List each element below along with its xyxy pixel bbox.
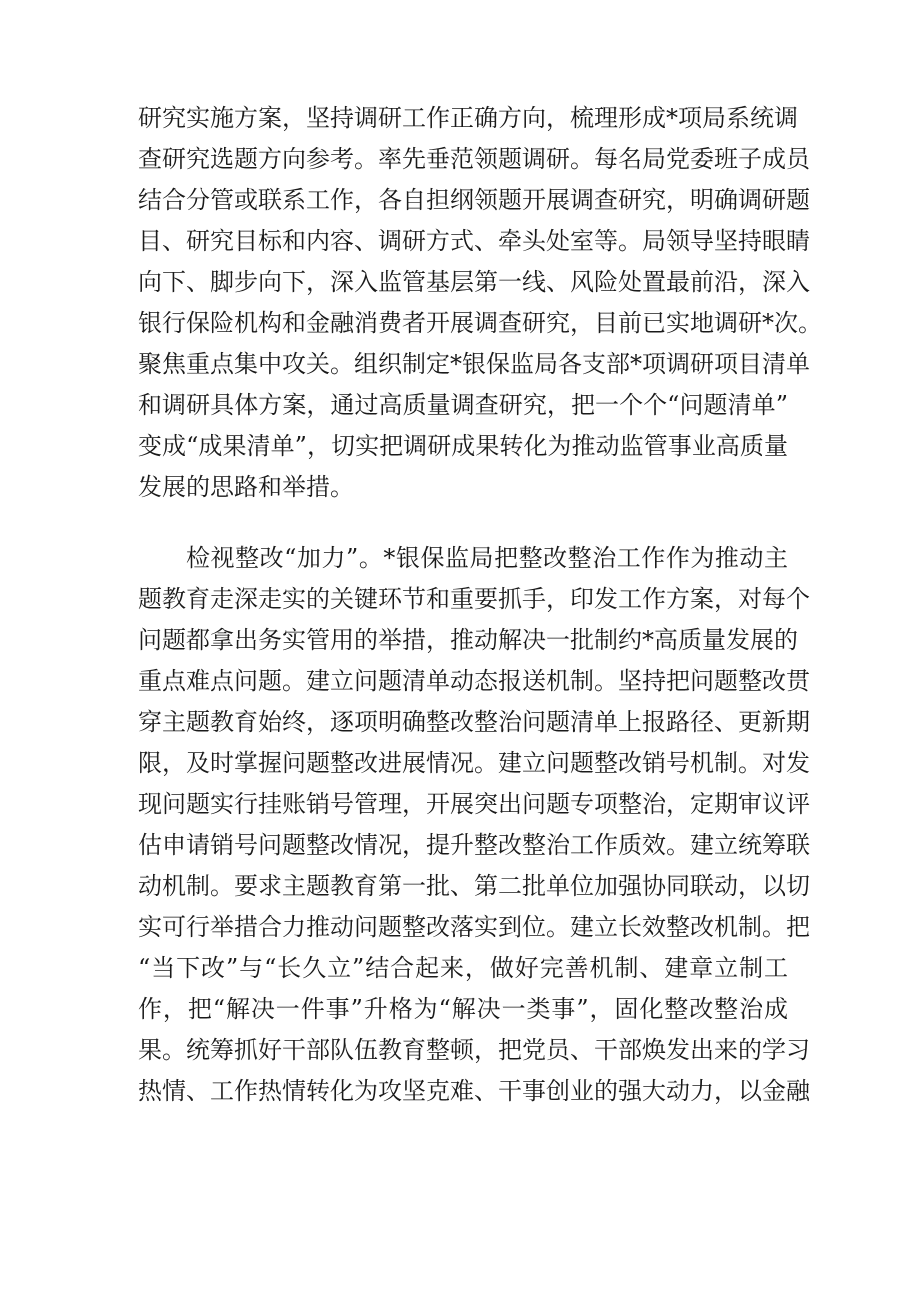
text-line: 热情、工作热情转化为攻坚克难、干事创业的强大动力，以金融 <box>138 1077 810 1105</box>
text-line: 作，把“解决一件事”升格为“解决一类事”，固化整改整治成 <box>138 995 788 1023</box>
paragraph <box>138 538 810 1112</box>
text-line: 实可行举措合力推动问题整改落实到位。建立长效整改机制。把 <box>138 913 810 941</box>
text-line: 结合分管或联系工作，各自担纲领题开展调查研究，明确调研题 <box>138 186 810 214</box>
text-line: 动机制。要求主题教育第一批、第二批单位加强协同联动，以切 <box>138 872 810 900</box>
text-line: 发展的思路和举措。 <box>138 473 354 501</box>
text-line: 题教育走深走实的关键环节和重要抓手，印发工作方案，对每个 <box>138 585 810 613</box>
paragraph-rectification <box>138 538 810 1112</box>
text-line: 向下、脚步向下，深入监管基层第一线、风险处置最前沿，深入 <box>138 268 810 296</box>
text-line: 重点难点问题。建立问题清单动态报送机制。坚持把问题整改贯 <box>138 667 810 695</box>
text-line: 估申请销号问题整改情况，提升整改整治工作质效。建立统筹联 <box>138 831 810 859</box>
text-line: 查研究选题方向参考。率先垂范领题调研。每名局党委班子成员 <box>138 145 810 173</box>
text-line: 聚焦重点集中攻关。组织制定*银保监局各支部*项调研项目清单 <box>138 350 810 378</box>
paragraph-research <box>138 98 822 508</box>
text-line: 果。统筹抓好干部队伍教育整顿，把党员、干部焕发出来的学习 <box>138 1036 810 1064</box>
text-line: 银行保险机构和金融消费者开展调查研究，目前已实地调研*次。 <box>138 309 822 337</box>
text-line: 穿主题教育始终，逐项明确整改整治问题清单上报路径、更新期 <box>138 708 810 736</box>
paragraph <box>138 98 822 508</box>
text-line: 和调研具体方案，通过高质量调查研究，把一个个“问题清单” <box>138 391 788 419</box>
text-line: 现问题实行挂账销号管理，开展突出问题专项整治，定期审议评 <box>138 790 810 818</box>
text-line: 检视整改“加力”。*银保监局把整改整治工作作为推动主 <box>186 544 788 572</box>
text-line: 目、研究目标和内容、调研方式、牵头处室等。局领导坚持眼睛 <box>138 227 810 255</box>
text-line: 研究实施方案，坚持调研工作正确方向，梳理形成*项局系统调 <box>138 104 798 132</box>
text-line: “当下改”与“长久立”结合起来，做好完善机制、建章立制工 <box>138 954 788 982</box>
text-line: 问题都拿出务实管用的举措，推动解决一批制约*高质量发展的 <box>138 626 798 654</box>
text-line: 变成“成果清单”，切实把调研成果转化为推动监管事业高质量 <box>138 432 788 460</box>
text-line: 限，及时掌握问题整改进展情况。建立问题整改销号机制。对发 <box>138 749 810 777</box>
